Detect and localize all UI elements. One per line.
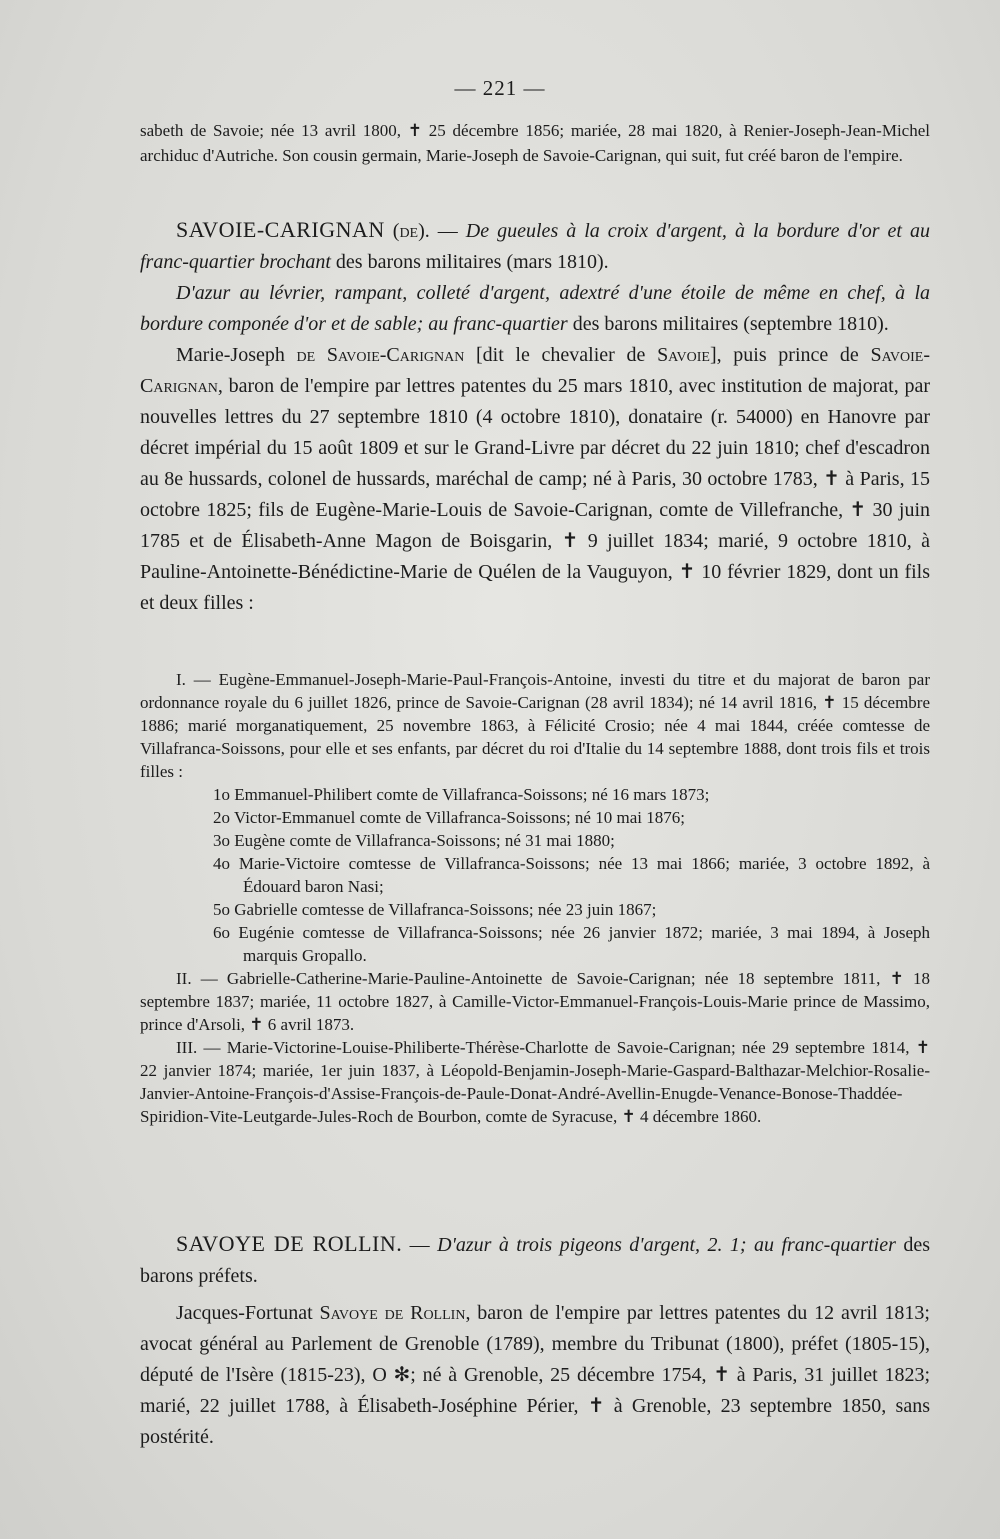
entry-savoye-de-rollin xyxy=(140,1228,930,1453)
grandchild-1: 1o Emmanuel-Philibert comte de Villafranca-Soissons; né 16 mars 1873; xyxy=(213,785,710,804)
page-number: — 221 — xyxy=(454,76,546,100)
child-1: I. — Eugène-Emmanuel-Joseph-Marie-Paul-François-Antoine, investi du titre et du majorat de baron par ordonnance royale du 6 juillet 1826, prince de Savoie-Carignan (28 avril 1834); né 14 avril 1816, ✝ 15 décembre 1886; marié morganatiquement, 25 novembre 1863, à Félicité Crosio; née 4 mai 1844, créée comtesse de Villafranca-Soissons, pour elle et ses enfants, par décret du roi d'Italie du 14 septembre 1888, dont trois fils et trois filles : xyxy=(140,670,930,781)
continuation-text: sabeth de Savoie; née 13 avril 1800, ✝ 25 décembre 1856; mariée, 28 mai 1820, à Renier-Joseph-Jean-Michel archiduc d'Autriche. Son cousin germain, Marie-Joseph de Savoie-Carignan, qui suit, fut créé baron de l'empire. xyxy=(140,121,930,165)
entry-particle: (de). xyxy=(392,220,430,242)
arms-paragraph-2 xyxy=(140,278,930,340)
entry2-arms-tail: des barons préfets. xyxy=(140,1234,931,1287)
arms-tail-2: des barons militaires (septembre 1810). xyxy=(567,313,889,335)
bio-text-a: Marie-Joseph xyxy=(176,344,297,366)
entry2-biography xyxy=(140,1298,930,1453)
continuation-paragraph xyxy=(140,118,930,168)
entry-heading-arms xyxy=(140,214,930,278)
grandchild-5: 5o Gabrielle comtesse de Villafranca-Soissons; née 23 juin 1867; xyxy=(213,900,657,919)
grandchild-3: 3o Eugène comte de Villafranca-Soissons; né 31 mai 1880; xyxy=(213,831,615,850)
entry-title: SAVOIE-CARIGNAN xyxy=(176,217,385,242)
bio-name-sc-3: Savoie-Carignan xyxy=(140,344,931,397)
entry2-heading-arms xyxy=(140,1228,930,1292)
entry-dash: — xyxy=(429,220,466,242)
arms-tail-1: des barons militaires (mars 1810). xyxy=(330,251,609,273)
grandchild-4: 4o Marie-Victoire comtesse de Villafranca-Soissons; née 13 mai 1866; mariée, 3 octobre 1892, à Édouard baron Nasi; xyxy=(213,854,930,896)
grandchild-2: 2o Victor-Emmanuel comte de Villafranca-Soissons; né 10 mai 1876; xyxy=(213,808,685,827)
bio-text-b: [dit le chevalier de xyxy=(464,344,658,366)
entry2-bio-a: Jacques-Fortunat xyxy=(176,1302,320,1324)
entry2-dash: — xyxy=(402,1234,438,1256)
child-2: II. — Gabrielle-Catherine-Marie-Pauline-Antoinette de Savoie-Carignan; née 18 septembre 1811, ✝ 18 septembre 1837; mariée, 11 octobre 1827, à Camille-Victor-Emmanuel-François-Louis-Marie prince de Massimo, prince d'Arsoli, ✝ 6 avril 1873. xyxy=(140,969,930,1034)
entry2-bio-b: , baron de l'empire par lettres patentes du 12 avril 1813; avocat général au Parlement de Grenoble (1789), membre du Tribunat (1800), préfet (1805-15), député de l'Isère (1815-23), O ✻; né à Grenoble, 25 décembre 1754, ✝ à Paris, 31 juillet 1823; marié, 22 juillet 1788, à Élisabeth-Joséphine Périer, ✝ à Grenoble, 23 septembre 1850, sans postérité. xyxy=(140,1302,930,1448)
arms-blazon-2: D'azur au lévrier, rampant, colleté d'argent, adextré d'une étoile de même en chef, à la bordure componée d'or et de sable; au franc-quartier xyxy=(140,282,930,335)
bio-text-c: ], puis prince de xyxy=(709,344,871,366)
entry2-title: SAVOYE DE ROLLIN. xyxy=(176,1231,403,1256)
bio-name-sc-1: de Savoie-Carignan xyxy=(296,344,465,366)
grandchild-6: 6o Eugénie comtesse de Villafranca-Soissons; née 26 janvier 1872; mariée, 3 mai 1894, à Joseph marquis Gropallo. xyxy=(213,923,930,965)
bio-text-d: , baron de l'empire par lettres patentes du 25 mars 1810, avec institution de majorat, par nouvelles lettres du 27 septembre 1810 (4 octobre 1810), donataire (r. 54000) en Hanovre par décret impérial du 15 août 1809 et sur le Grand-Livre par décret du 22 juin 1810; chef d'escadron au 8e hussards, colonel de hussards, maréchal de camp; né à Paris, 30 octobre 1783, ✝ à Paris, 15 octobre 1825; fils de Eugène-Marie-Louis de Savoie-Carignan, comte de Villefranche, ✝ 30 juin 1785 et de Élisabeth-Anne Magon de Boisgarin, ✝ 9 juillet 1834; marié, 9 octobre 1810, à Pauline-Antoinette-Bénédictine-Marie de Quélen de la Vauguyon, ✝ 10 février 1829, dont un fils et deux filles : xyxy=(140,375,930,614)
entry2-arms-blazon: D'azur à trois pigeons d'argent, 2. 1; au franc-quartier xyxy=(437,1234,896,1256)
arms-blazon-1: De gueules à la croix d'argent, à la bordure d'or et au franc-quartier brochant xyxy=(140,220,931,273)
bio-name-sc-2: Savoie xyxy=(657,344,710,366)
entry2-bio-sc: Savoye de Rollin xyxy=(319,1302,466,1324)
child-3: III. — Marie-Victorine-Louise-Philiberte-Thérèse-Charlotte de Savoie-Carignan; née 29 septembre 1814, ✝ 22 janvier 1874; mariée, 1er juin 1837, à Léopold-Benjamin-Joseph-Marie-Gaspard-Balthazar-Melchior-Rosalie-Janvier-Antoine-François-d'Assise-François-de-Paule-Donat-André-Avellin-Enugde-Venance-Bonose-Thaddée-Spiridion-Vite-Leutgarde-Jules-Roch de Bourbon, comte de Syracuse, ✝ 4 décembre 1860. xyxy=(140,1038,930,1126)
entry-savoie-carignan xyxy=(140,214,930,619)
children-list xyxy=(140,668,930,1128)
biography-paragraph xyxy=(140,340,930,619)
